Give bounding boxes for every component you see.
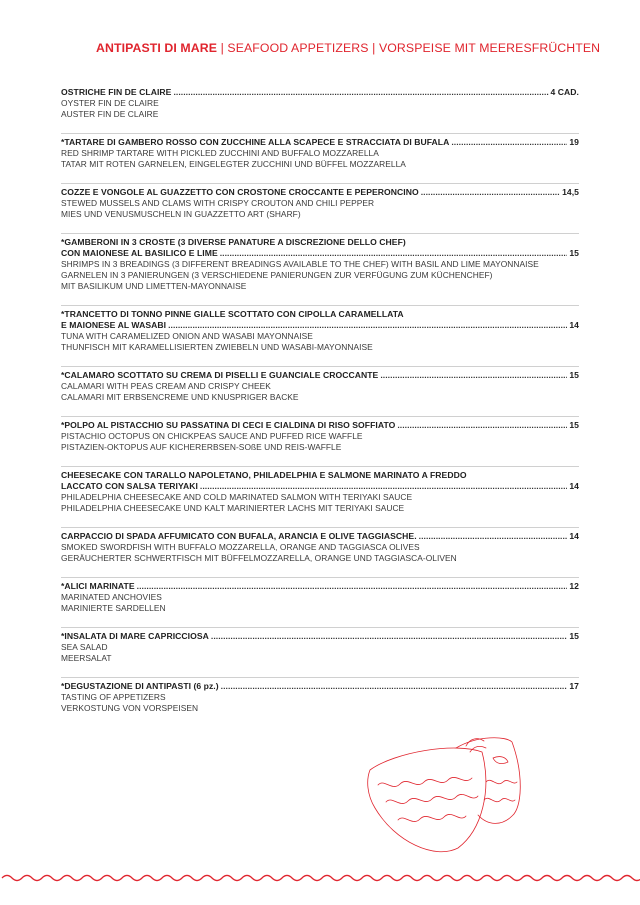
dish-translation-en: OYSTER FIN DE CLAIRE bbox=[61, 98, 159, 108]
section-subtitle-en: SEAFOOD APPETIZERS bbox=[227, 41, 369, 55]
dish-translation-de: MIT BASILIKUM UND LIMETTEN-MAYONNAISE bbox=[61, 281, 247, 291]
dish-translation-de: PISTAZIEN-OKTOPUS AUF KICHERERBSEN-SOßE UND REIS-WAFFLE bbox=[61, 442, 342, 452]
dish-name: *POLPO AL PISTACCHIO SU PASSATINA DI CECI E CIALDINA DI RISO SOFFIATO bbox=[61, 420, 396, 430]
dish-translation-en: TUNA WITH CARAMELIZED ONION AND WASABI MAYONNAISE bbox=[61, 331, 313, 341]
dish-price: 19 bbox=[569, 137, 579, 147]
dish-price: 14 bbox=[569, 481, 579, 491]
dish-name: *TARTARE DI GAMBERO ROSSO CON ZUCCHINE ALLA SCAPECE E STRACCIATA DI BUFALA bbox=[61, 137, 450, 147]
dish-name: *ALICI MARINATE bbox=[61, 581, 135, 591]
dish-translation-de: THUNFISCH MIT KARAMELLISIERTEN ZWIEBELN UND WASABI-MAYONNAISE bbox=[61, 342, 373, 352]
dish-name: CON MAIONESE AL BASILICO E LIME bbox=[61, 248, 218, 258]
dish-name-line1: CHEESECAKE CON TARALLO NAPOLETANO, PHILADELPHIA E SALMONE MARINATO A FREDDO bbox=[61, 470, 467, 480]
dish-translation-en: CALAMARI WITH PEAS CREAM AND CRISPY CHEEK bbox=[61, 381, 271, 391]
dish-price: 4 CAD. bbox=[550, 87, 579, 97]
dish-price: 15 bbox=[569, 420, 579, 430]
dish-name: *INSALATA DI MARE CAPRICCIOSA bbox=[61, 631, 209, 641]
dish-translation-de: MEERSALAT bbox=[61, 653, 112, 663]
dish-name: E MAIONESE AL WASABI bbox=[61, 320, 167, 330]
dish-name: CARPACCIO DI SPADA AFFUMICATO CON BUFALA, ARANCIA E OLIVE TAGGIASCHE. bbox=[61, 531, 417, 541]
dish-name: LACCATO CON SALSA TERIYAKI bbox=[61, 481, 198, 491]
dish-translation-en: PHILADELPHIA CHEESECAKE AND COLD MARINATED SALMON WITH TERIYAKI SAUCE bbox=[61, 492, 413, 502]
dish-translation-en: SMOKED SWORDFISH WITH BUFFALO MOZZARELLA, ORANGE AND TAGGIASCA OLIVES bbox=[61, 542, 420, 552]
dish-price: 12 bbox=[569, 581, 579, 591]
dish-translation-de: AUSTER FIN DE CLAIRE bbox=[61, 109, 159, 119]
section-title: ANTIPASTI DI MARE bbox=[96, 41, 218, 55]
dish-translation-en: SEA SALAD bbox=[61, 642, 108, 652]
dish-translation-de: GERÄUCHERTER SCHWERTFISCH MIT BÜFFELMOZZARELLA, ORANGE UND TAGGIASCA-OLIVEN bbox=[61, 553, 457, 563]
dish-translation-de: MIES UND VENUSMUSCHELN IN GUAZZETTO ART (SHARF) bbox=[61, 209, 301, 219]
dish-name: *CALAMARO SCOTTATO SU CREMA DI PISELLI E GUANCIALE CROCCANTE bbox=[61, 370, 379, 380]
dish-translation-de: GARNELEN IN 3 PANIERUNGEN (3 VERSCHIEDENE PANIERUNGEN ZUR VERFÜGUNG ZUM KÜCHENCHEF) bbox=[61, 270, 493, 280]
dish-translation-en: STEWED MUSSELS AND CLAMS WITH CRISPY CROUTON AND CHILI PEPPER bbox=[61, 198, 375, 208]
dish-name: *DEGUSTAZIONE DI ANTIPASTI (6 pz.) bbox=[61, 681, 219, 691]
dish-price: 14 bbox=[569, 320, 579, 330]
dish-translation-en: RED SHRIMP TARTARE WITH PICKLED ZUCCHINI AND BUFFALO MOZZARELLA bbox=[61, 148, 379, 158]
dish-translation-de: MARINIERTE SARDELLEN bbox=[61, 603, 166, 613]
header-separator: | bbox=[220, 41, 224, 55]
dish-translation-de: CALAMARI MIT ERBSENCREME UND KNUSPRIGER BACKE bbox=[61, 392, 299, 402]
wave-border bbox=[2, 876, 640, 881]
dish-translation-en: MARINATED ANCHOVIES bbox=[61, 592, 162, 602]
dish-price: 14,5 bbox=[562, 187, 579, 197]
dish-name: OSTRICHE FIN DE CLAIRE bbox=[61, 87, 172, 97]
dish-price: 15 bbox=[569, 248, 579, 258]
dish-price: 14 bbox=[569, 531, 579, 541]
dish-name-line1: *GAMBERONI IN 3 CROSTE (3 DIVERSE PANATURE A DISCREZIONE DELLO CHEF) bbox=[61, 237, 406, 247]
dish-translation-en: TASTING OF APPETIZERS bbox=[61, 692, 166, 702]
section-subtitle-de: VORSPEISE MIT MEERESFRÜCHTEN bbox=[378, 41, 601, 55]
dish-translation-de: TATAR MIT ROTEN GARNELEN, EINGELEGTER ZUCCHINI UND BÜFFEL MOZZARELLA bbox=[61, 159, 406, 169]
dish-translation-de: PHILADELPHIA CHEESECAKE UND KALT MARINIERTER LACHS MIT TERIYAKI SAUCE bbox=[61, 503, 405, 513]
dish-price: 15 bbox=[569, 370, 579, 380]
dish-translation-en: PISTACHIO OCTOPUS ON CHICKPEAS SAUCE AND PUFFED RICE WAFFLE bbox=[61, 431, 363, 441]
header-separator: | bbox=[372, 41, 376, 55]
theatre-masks-illustration bbox=[368, 738, 521, 852]
dish-translation-en: SHRIMPS IN 3 BREADINGS (3 DIFFERENT BREADINGS AVAILABLE TO THE CHEF) WITH BASIL AND LIME MAYONNAISE bbox=[61, 259, 539, 269]
dish-price: 17 bbox=[569, 681, 579, 691]
dish-translation-de: VERKOSTUNG VON VORSPEISEN bbox=[61, 703, 199, 713]
dish-name-line1: *TRANCETTO DI TONNO PINNE GIALLE SCOTTATO CON CIPOLLA CARAMELLATA bbox=[61, 309, 404, 319]
dish-name: COZZE E VONGOLE AL GUAZZETTO CON CROSTONE CROCCANTE E PEPERONCINO bbox=[61, 187, 419, 197]
dish-price: 15 bbox=[569, 631, 579, 641]
